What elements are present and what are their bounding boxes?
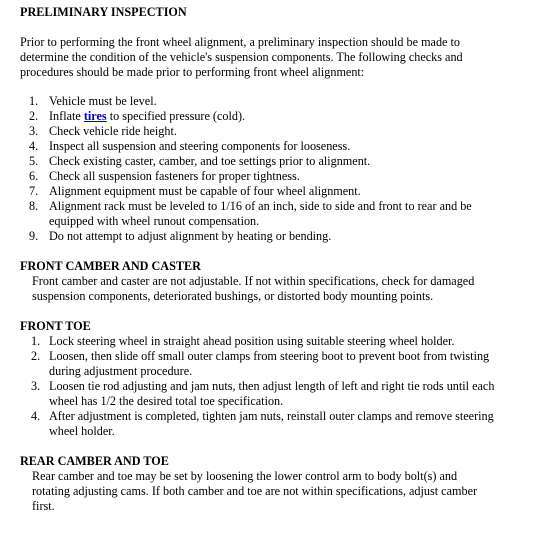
section-title-front-toe: FRONT TOE [20, 319, 91, 333]
item-number: 2. [31, 349, 41, 363]
list-item [20, 169, 500, 184]
item-text: Alignment rack must be leveled to 1/16 of an inch, side to side and front to rear and be equipped with wheel runout compensation. [49, 199, 472, 228]
item-text: Loosen, then slide off small outer clamps from steering boot to prevent boot from twisting during adjustment procedure. [49, 349, 490, 378]
item-number: 1. [29, 94, 39, 108]
item-text: Alignment equipment must be capable of four wheel alignment. [49, 184, 361, 198]
front-camber-paragraph: Front camber and caster are not adjustable. If not within specifications, check for damaged suspension components, deteriorated bushings, or distorted body mounting points. [32, 274, 475, 303]
item-number: 9. [29, 229, 39, 243]
list-item [20, 229, 500, 244]
item-number: 1. [31, 334, 41, 348]
item-number: 4. [31, 409, 41, 423]
list-item [20, 199, 500, 229]
list-item [20, 379, 496, 409]
item-number: 2. [29, 109, 39, 123]
item-number: 3. [29, 124, 39, 138]
item-text-after-link: to specified pressure (cold). [106, 109, 246, 123]
item-number: 3. [31, 379, 41, 393]
rear-camber-paragraph: Rear camber and toe may be set by loosening the lower control arm to body bolt(s) and rotating adjusting cams. If both camber and toe are not within specifications, adjust camber first. [32, 469, 478, 513]
preliminary-intro-paragraph: Prior to performing the front wheel alignment, a preliminary inspection should be made to determine the condition of the vehicle's suspension components. The following checks and procedures should be made prior to performing front wheel alignment: [20, 35, 463, 79]
item-text: After adjustment is completed, tighten jam nuts, reinstall outer clamps and remove steering wheel holder. [49, 409, 494, 438]
item-text: Vehicle must be level. [49, 94, 157, 108]
item-text-before-link: Inflate [49, 109, 84, 123]
item-text: Do not attempt to adjust alignment by heating or bending. [49, 229, 332, 243]
item-text: Loosen tie rod adjusting and jam nuts, then adjust length of left and right tie rods until each wheel has 1/2 the desired total toe specification. [49, 379, 495, 408]
item-text: Inspect all suspension and steering components for looseness. [49, 139, 351, 153]
item-number: 5. [29, 154, 39, 168]
front-toe-steps [20, 334, 535, 439]
item-number: 7. [29, 184, 39, 198]
list-item [20, 154, 500, 169]
list-item [20, 94, 500, 109]
section-title-rear-camber-toe: REAR CAMBER AND TOE [20, 454, 169, 468]
item-text: Check vehicle ride height. [49, 124, 177, 138]
tires-link[interactable]: tires [83, 109, 107, 123]
list-item [20, 184, 500, 199]
item-number: 4. [29, 139, 39, 153]
item-number: 8. [29, 199, 39, 213]
preliminary-checklist [20, 94, 535, 244]
section-title-front-camber-caster: FRONT CAMBER AND CASTER [20, 259, 201, 273]
item-number: 6. [29, 169, 39, 183]
item-text: Check existing caster, camber, and toe settings prior to alignment. [49, 154, 371, 168]
item-text: Check all suspension fasteners for proper tightness. [49, 169, 300, 183]
list-item [20, 139, 500, 154]
list-item [20, 334, 496, 349]
list-item [20, 124, 500, 139]
list-item [20, 109, 500, 124]
list-item [20, 409, 496, 439]
list-item [20, 349, 496, 379]
section-title-preliminary-inspection: PRELIMINARY INSPECTION [20, 5, 187, 19]
item-text: Lock steering wheel in straight ahead position using suitable steering wheel holder. [49, 334, 455, 348]
